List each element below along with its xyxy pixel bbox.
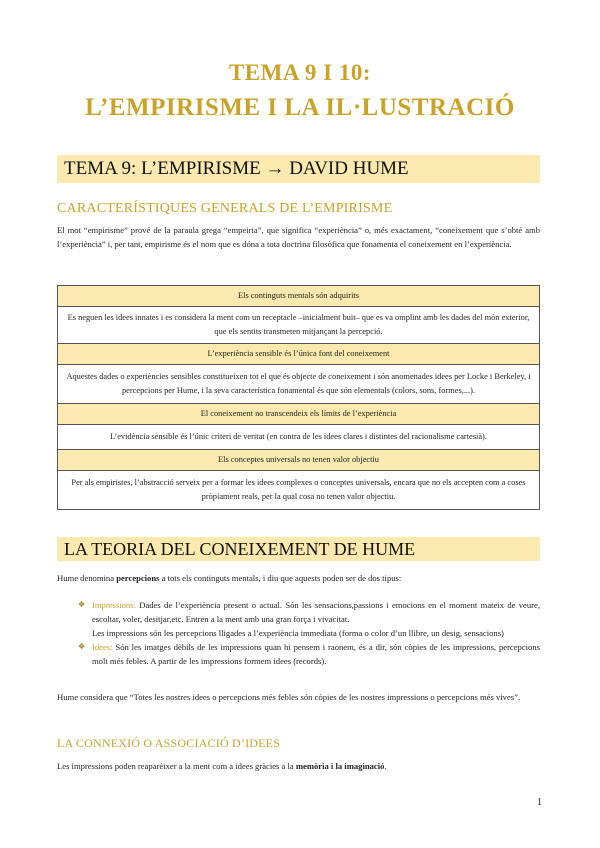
doc-title-line2: L’EMPIRISME I LA IL·LUSTRACIÓ [85, 94, 515, 121]
diamond-bullet-icon: ❖ [78, 600, 86, 609]
bullet-text: Dades de l’experiència present o actual. Són les sensacions,passions i emocions en el moment mateix de veure, escoltar, voler, desitjar,etc. Entren a la ment amb una gran força i vivacitat. [92, 600, 540, 624]
doc-title-line1: TEMA 9 I 10: [228, 60, 372, 85]
table-body-cell: Es neguen les idees innates i es considera la ment com un receptacle –inicialment buit– que es va omplint amb les dades del món exterior, que els sentits transmeten mitjançant la percepció. [58, 307, 540, 344]
diamond-bullet-icon: ❖ [78, 642, 86, 651]
final-text: Les impressions poden reaparèixer a la ment com a idees gràcies a la [57, 761, 296, 771]
empiricism-table [57, 285, 540, 510]
table-header-cell: El coneixement no transcendeix els límits de l’experiència [58, 404, 540, 425]
bullet-lead: Idees: [92, 642, 113, 652]
intro-text-end: a tots els continguts mentals, i diu que aquests poden ser de dos tipus: [159, 573, 402, 583]
table-header-cell: Els conceptes universals no tenen valor objectiu [58, 450, 540, 471]
section1-intro: El mot “empirisme” prové de la paraula grega “empeiria”, que significa “experiència” o, més exactament, “coneixement que s’obté amb l’experiència” i, per tant, empirisme és el nom que es dóna a tota doctrina filosòfica que fonamenta el coneixement en l’experiència. [57, 225, 540, 249]
bullet-lead: Impressions: [92, 600, 136, 610]
perception-list [78, 598, 540, 668]
intro-bold-term: percepcions [116, 573, 160, 583]
intro-text: Hume denomina [57, 573, 117, 583]
section1-subheading: CARACTERÍSTIQUES GENERALS DE L’EMPIRISME [57, 201, 393, 216]
table-body-cell: Aquestes dades o experiències sensibles constitueixen tot el que és objecte de coneixement i són anomenades idees per Locke i Berkeley, i percepcions per Hume, i la seva característica fonamental és que són elementals (colors, sons, formes,...). [58, 365, 540, 404]
table-body-cell: Per als empiristes, l’abstracció serveix per a formar les idees complexes o conceptes universals, encara que no els accepten com a coses pròpiament reals, per la qual cosa no tenen valor objectiu. [58, 471, 540, 510]
list-item [78, 640, 540, 668]
bullet-text: Són les imatges dèbils de les impressions quan hi pensem i raonem, és a dir, són còpies de les impressions, percepcions molt més febles. A partir de les impressions formem idees (records). [92, 642, 540, 666]
table-body-cell: L’evidència sensible és l’únic criteri de veritat (en contra de les idees clares i distintes del racionalisme cartesià). [58, 425, 540, 450]
page-number: 1 [537, 797, 542, 808]
table-header-cell: L’experiència sensible és l’única font del coneixement [58, 344, 540, 365]
final-bold-term: memòria i la imaginació [295, 761, 385, 771]
section2-intro [57, 571, 540, 585]
hume-quote: Hume considera que “Totes les nostres idees o percepcions més febles són còpies de les nostres impressions o percepcions més vives”. [57, 692, 521, 702]
final-paragraph [57, 759, 540, 773]
section2-heading: LA TEORIA DEL CONEIXEMENT DE HUME [57, 537, 540, 561]
list-item [78, 598, 540, 640]
final-text-end: . [384, 761, 387, 771]
section2-subheading: LA CONNEXIÓ O ASSOCIACIÓ D’IDEES [57, 736, 281, 750]
bullet-extra: Les impressions són les percepcions lligades a l’experiència immediata (forma o color d’un llibre, un desig, sensacions) [92, 628, 504, 638]
section1-heading: TEMA 9: L’EMPIRISME → DAVID HUME [57, 155, 540, 183]
table-header-cell: Els continguts mentals són adquirits [58, 286, 540, 307]
